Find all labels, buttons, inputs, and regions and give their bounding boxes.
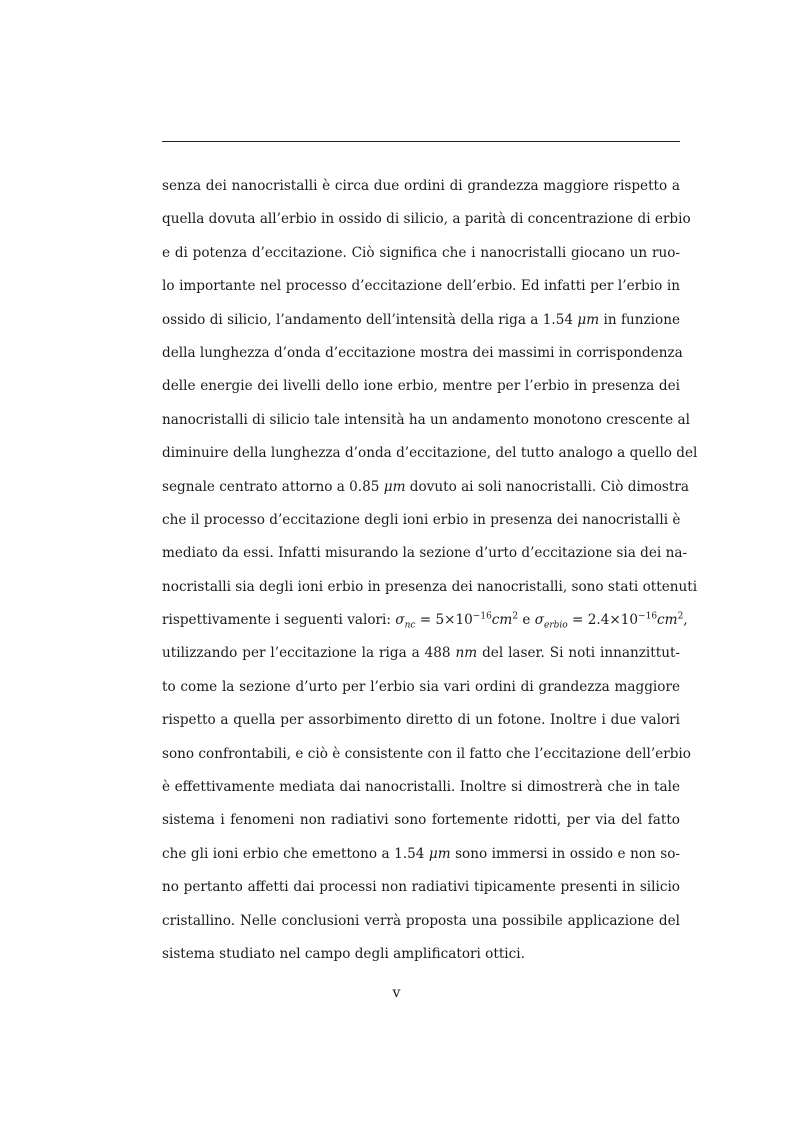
exponent-2: −16 <box>638 611 658 622</box>
subscript-erbio: erbio <box>544 620 568 631</box>
text-line: della lunghezza d’onda d’eccitazione mostra dei massimi in corrispondenza <box>162 344 683 361</box>
text-line <box>162 471 689 504</box>
unit-cm-2: cm <box>657 612 678 629</box>
text-line: e di potenza d’eccitazione. Ciò significa che i nanocristalli giocano un ruo- <box>162 244 680 261</box>
equals-value-2: = 2.4×10 <box>567 612 639 629</box>
sigma-symbol: σ <box>534 612 545 629</box>
text-fragment: ossido di silicio, l’andamento dell’intensità della riga a 1.54 <box>162 311 578 328</box>
unit-micrometer: μm <box>383 478 406 495</box>
text-fragment: sono immersi in ossido e non so- <box>450 845 680 862</box>
text-line: diminuire della lunghezza d’onda d’eccitazione, del tutto analogo a quello del <box>162 445 698 462</box>
text-fragment: in funzione <box>599 311 680 328</box>
text-line: quella dovuta all’erbio in ossido di silicio, a parità di concentrazione di erbio <box>162 211 691 228</box>
unit-micrometer: μm <box>428 845 451 862</box>
unit-micrometer: μm <box>577 311 600 328</box>
exponent-1: −16 <box>472 611 492 622</box>
text-line: delle energie dei livelli dello ione erbio, mentre per l’erbio in presenza dei <box>162 378 680 395</box>
text-line: nanocristalli di silicio tale intensità ha un andamento monotono crescente al <box>162 411 690 428</box>
text-line: che il processo d’eccitazione degli ioni erbio in presenza dei nanocristalli è <box>162 511 681 528</box>
equals-value-1: = 5×10 <box>415 612 473 629</box>
text-line-formula <box>162 604 688 637</box>
text-line: senza dei nanocristalli è circa due ordini di grandezza maggiore rispetto a <box>162 178 680 194</box>
text-fragment: dovuto ai soli nanocristalli. Ciò dimostra <box>405 478 689 495</box>
subscript-nc: nc <box>404 620 416 631</box>
unit-nanometer: nm <box>455 645 478 662</box>
text-line: cristallino. Nelle conclusioni verrà proposta una possibile applicazione del <box>162 912 680 929</box>
page-number: v <box>392 985 401 1001</box>
text-line-last: sistema studiato nel campo degli amplificatori ottici. <box>162 945 525 962</box>
conjunction: e <box>518 612 535 629</box>
text-line: è effettivamente mediata dai nanocristalli. Inoltre si dimostrerà che in tale <box>162 779 680 796</box>
power-2-second: 2 <box>677 611 684 622</box>
text-line: rispetto a quella per assorbimento diretto di un fotone. Inoltre i due valori <box>162 712 680 729</box>
body-paragraph <box>162 170 698 971</box>
power-2-first: 2 <box>512 611 519 622</box>
text-line: sono confrontabili, e ciò è consistente con il fatto che l’eccitazione dell’erbio <box>162 745 691 762</box>
text-fragment: , <box>683 612 688 629</box>
text-line: lo importante nel processo d’eccitazione dell’erbio. Ed infatti per l’erbio in <box>162 278 680 295</box>
text-fragment: utilizzando per l’eccitazione la riga a 488 <box>162 645 456 662</box>
text-line <box>162 304 680 337</box>
text-line: sistema i fenomeni non radiativi sono fortemente ridotti, per via del fatto <box>162 812 680 829</box>
sigma-nc-symbol <box>395 612 416 631</box>
text-line <box>162 637 680 670</box>
text-line: no pertanto affetti dai processi non radiativi tipicamente presenti in silicio <box>162 879 680 896</box>
sigma-erbio-symbol <box>534 612 568 631</box>
text-line: to come la sezione d’urto per l’erbio sia vari ordini di grandezza maggiore <box>162 678 680 695</box>
text-line: mediato da essi. Infatti misurando la sezione d’urto d’eccitazione sia dei na- <box>162 545 688 562</box>
text-fragment: rispettivamente i seguenti valori: <box>162 612 396 629</box>
text-fragment: del laser. Si noti innanzittut- <box>477 645 681 662</box>
header-rule <box>162 141 680 142</box>
text-line: nocristalli sia degli ioni erbio in presenza dei nanocristalli, sono stati ottenuti <box>162 578 698 595</box>
unit-cm-1: cm <box>491 612 513 629</box>
sigma-symbol: σ <box>395 612 405 629</box>
text-fragment: che gli ioni erbio che emettono a 1.54 <box>162 845 429 862</box>
text-fragment: segnale centrato attorno a 0.85 <box>162 478 384 495</box>
text-line <box>162 838 680 871</box>
